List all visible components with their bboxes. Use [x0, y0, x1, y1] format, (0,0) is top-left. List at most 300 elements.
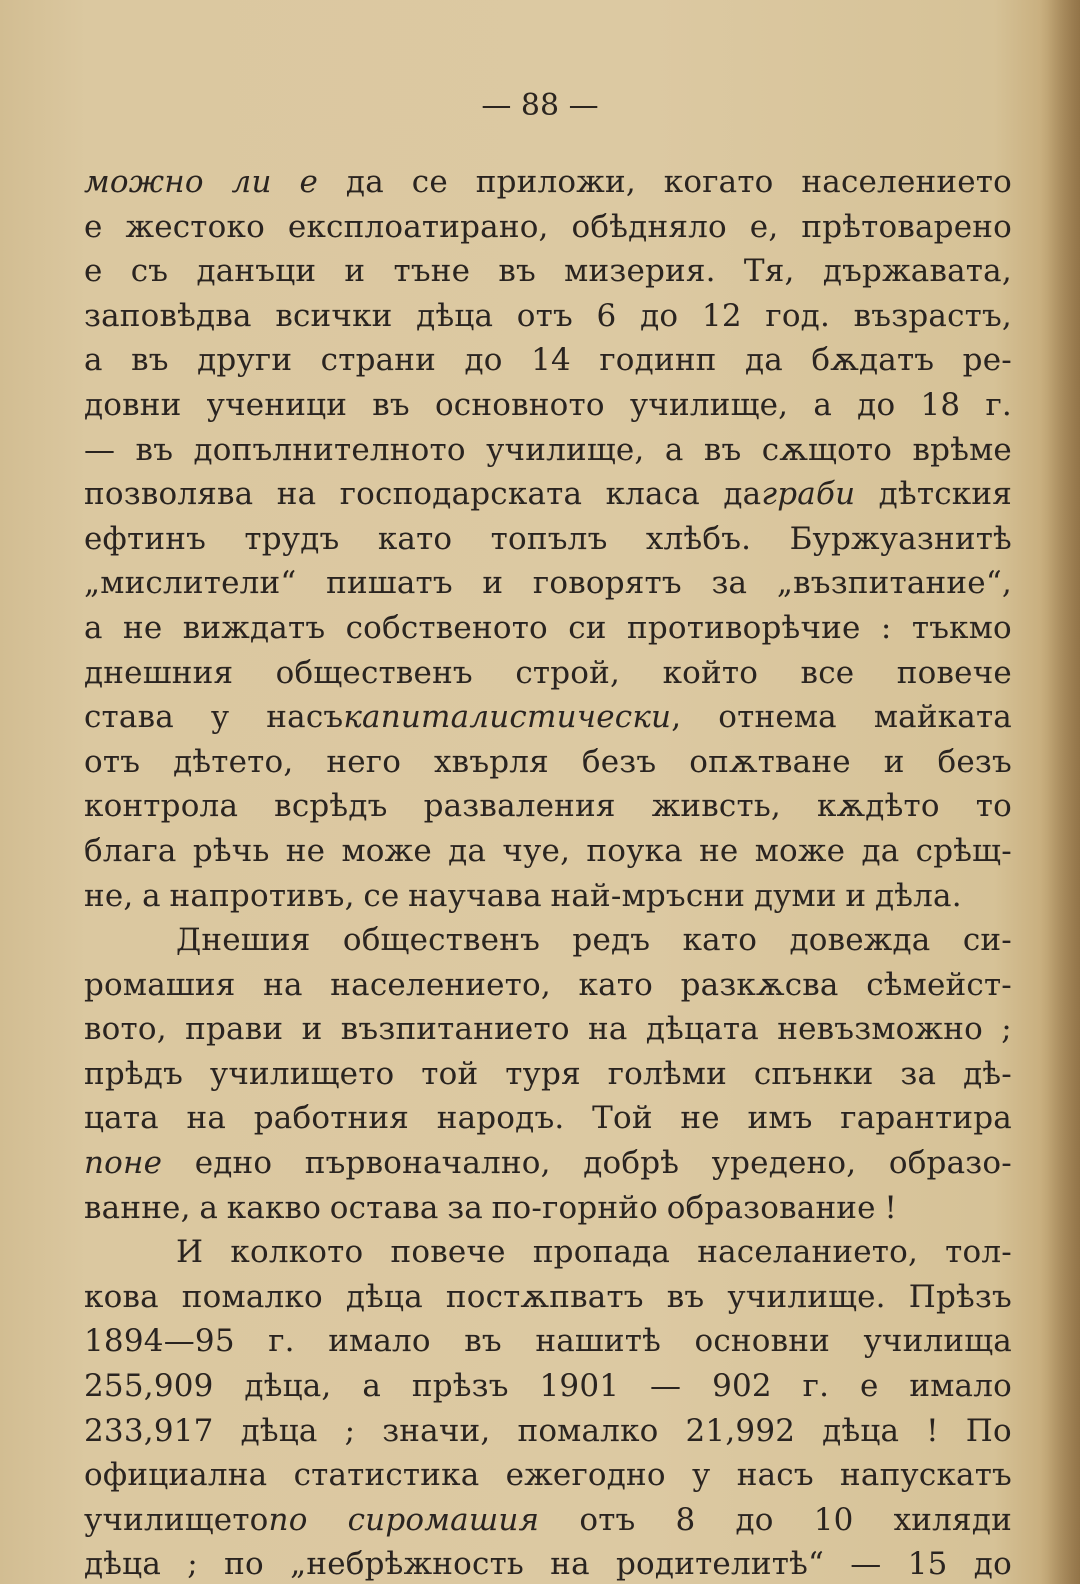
word	[665, 428, 684, 473]
word	[363, 874, 399, 919]
word-part: се	[411, 164, 448, 200]
word	[84, 517, 206, 562]
word-part: приложи,	[475, 164, 636, 200]
word-part: въ	[372, 386, 410, 423]
word-part: господарската	[339, 476, 583, 513]
word	[183, 606, 325, 651]
word-part: имало	[328, 1323, 431, 1360]
word-part: дѣцата	[645, 1011, 759, 1048]
word-part: въ	[464, 1323, 502, 1360]
word-part: бѫдатъ	[811, 342, 935, 379]
word-part: класа	[605, 476, 700, 513]
word-part: на	[550, 1546, 590, 1583]
word	[348, 1498, 540, 1543]
word	[745, 338, 783, 383]
word	[196, 249, 316, 294]
word-part: на	[588, 1011, 628, 1048]
word-part: населението	[801, 164, 1012, 200]
word	[823, 249, 1012, 294]
text-line	[84, 561, 1012, 606]
word	[193, 829, 270, 874]
text-line	[84, 428, 1012, 473]
word-part: не	[123, 609, 163, 646]
word	[533, 1230, 670, 1275]
word	[244, 517, 339, 562]
word-part: е	[84, 208, 103, 245]
word	[84, 338, 103, 383]
word	[667, 1186, 876, 1231]
word	[362, 1364, 381, 1409]
word-part: да	[723, 476, 762, 513]
text-line	[84, 472, 1012, 517]
word	[608, 1052, 727, 1097]
word-part: който	[662, 654, 759, 691]
word-part: гарантира	[840, 1100, 1012, 1137]
word-part: пропада	[532, 1234, 671, 1271]
word	[963, 918, 1012, 963]
word	[640, 294, 678, 339]
word-part: безъ	[581, 743, 657, 780]
word	[894, 1498, 1012, 1543]
word	[346, 160, 384, 205]
word	[131, 338, 169, 383]
word	[531, 338, 571, 383]
page-number: — 88 —	[481, 88, 599, 123]
word	[378, 517, 452, 562]
word	[326, 740, 401, 785]
word	[345, 1409, 356, 1454]
word-part: общественъ	[342, 922, 541, 959]
word	[712, 1364, 772, 1409]
word	[517, 1409, 658, 1454]
word-part: дѣла.	[874, 877, 962, 914]
word-part: 902	[712, 1368, 772, 1405]
word-part: „небрѣжность	[290, 1546, 524, 1583]
word-part: виждатъ	[182, 609, 326, 646]
word	[789, 918, 930, 963]
word	[131, 249, 169, 294]
word	[84, 606, 103, 651]
word	[866, 963, 1012, 1008]
word-part: не	[285, 832, 326, 869]
word-part: собственото	[345, 609, 548, 646]
word-part: до	[640, 297, 679, 334]
word-part: майката	[873, 699, 1012, 736]
word	[305, 1141, 551, 1186]
word-part: възпитанието	[340, 1011, 570, 1048]
word	[680, 1096, 719, 1141]
word	[697, 1230, 918, 1275]
text-line	[84, 1052, 1012, 1097]
text-line	[84, 784, 1012, 829]
word-part: на	[263, 966, 303, 1003]
word-part: значи,	[382, 1412, 491, 1449]
word	[588, 1007, 628, 1052]
word	[506, 1453, 666, 1498]
word	[346, 606, 548, 651]
word-part: едно	[194, 1145, 273, 1182]
word	[863, 1319, 1011, 1364]
word-part: а	[813, 386, 833, 423]
text-line	[84, 1275, 1012, 1320]
body-text	[84, 160, 1012, 1584]
word	[599, 338, 716, 383]
word	[84, 829, 177, 874]
word	[630, 383, 788, 428]
word	[502, 829, 570, 874]
word	[515, 651, 620, 696]
word	[912, 606, 1012, 651]
word-part: добрѣ	[583, 1145, 680, 1182]
word	[241, 1409, 318, 1454]
word-part: обѣдняло	[571, 208, 727, 245]
word-part: основното	[434, 386, 605, 423]
word	[197, 338, 292, 383]
word	[704, 428, 742, 473]
word	[663, 651, 759, 696]
word	[754, 874, 837, 919]
word	[814, 1498, 854, 1543]
word-part: 6	[596, 297, 617, 334]
word	[505, 1052, 581, 1097]
word	[266, 695, 681, 740]
italic-text: капиталистически	[343, 699, 672, 736]
word	[84, 472, 253, 517]
word	[963, 338, 1012, 383]
word	[84, 1007, 167, 1052]
word	[448, 829, 486, 874]
word	[263, 963, 303, 1008]
word	[718, 695, 837, 740]
word-part: дѣ-	[963, 1055, 1012, 1092]
word-part: годинп	[599, 342, 717, 379]
word	[550, 1542, 590, 1584]
word	[744, 249, 795, 294]
word-part: най-мръсни	[550, 877, 746, 914]
word-part: хлѣбъ.	[645, 520, 752, 557]
word	[517, 294, 573, 339]
word-part: г.	[985, 386, 1012, 423]
word-part: разкѫсва	[680, 966, 839, 1003]
word-part: държавата,	[822, 253, 1012, 290]
word	[646, 517, 751, 562]
word-part: уредено,	[711, 1145, 857, 1182]
word-part: 8	[675, 1501, 696, 1538]
word	[244, 1364, 331, 1409]
word-part: Днешия	[176, 922, 311, 959]
word-part: ученици	[206, 386, 348, 423]
word	[435, 383, 605, 428]
text-line	[84, 1186, 1012, 1231]
text-line	[84, 160, 1012, 205]
word-part: вото,	[84, 1011, 167, 1048]
word	[667, 1275, 705, 1320]
word-part: той	[421, 1055, 479, 1092]
word	[302, 1007, 323, 1052]
word-part: врѣме	[912, 431, 1012, 468]
word-part: научава	[408, 877, 542, 914]
word	[394, 249, 471, 294]
word-part: населението,	[330, 966, 551, 1003]
text-line	[84, 651, 1012, 696]
word-part: кѫдѣто	[817, 788, 940, 825]
word	[750, 205, 779, 250]
word	[650, 1364, 681, 1409]
word-part: дѣца	[345, 1278, 423, 1315]
word	[801, 160, 1012, 205]
word-part: живсть,	[651, 788, 781, 825]
word	[464, 338, 502, 383]
word	[300, 160, 319, 205]
word	[330, 1186, 439, 1231]
word-part: училище,	[486, 431, 645, 468]
text-line	[84, 874, 1012, 919]
word	[777, 561, 1012, 606]
word-part: си	[568, 609, 607, 646]
word	[737, 1453, 814, 1498]
word-part: По	[965, 1412, 1012, 1449]
word	[421, 1052, 478, 1097]
word	[711, 561, 747, 606]
word	[476, 160, 636, 205]
word-part: безъ	[937, 743, 1012, 780]
word	[627, 606, 861, 651]
word-part: и	[482, 565, 504, 602]
word	[492, 1186, 658, 1231]
word	[966, 1409, 1012, 1454]
word-part: до	[973, 1546, 1012, 1583]
word-part: контрола	[84, 788, 239, 825]
word-part: имъ	[747, 1100, 813, 1137]
word-part: е,	[749, 208, 779, 245]
word	[84, 561, 296, 606]
italic-text: поне	[84, 1145, 163, 1182]
word	[84, 874, 133, 919]
word-part: срѣщ-	[915, 832, 1012, 869]
text-line	[84, 1364, 1012, 1409]
word-part: Буржуазнитѣ	[789, 520, 1012, 557]
word	[572, 918, 650, 963]
word	[434, 740, 549, 785]
word-part: хвърля	[433, 743, 549, 780]
word-part: насъ	[266, 699, 344, 736]
word	[850, 1542, 881, 1584]
word	[976, 784, 1012, 829]
text-line	[84, 294, 1012, 339]
text-line	[84, 1409, 1012, 1454]
word-part: кова	[84, 1278, 159, 1315]
italic-text: граби	[761, 476, 856, 513]
word-part: експлоатирано,	[287, 208, 549, 245]
word	[277, 472, 317, 517]
word	[123, 606, 162, 651]
word	[884, 740, 905, 785]
word-part: то	[975, 788, 1012, 825]
word-part: въ	[498, 253, 536, 290]
word	[533, 561, 682, 606]
word-part: не	[680, 1100, 720, 1137]
text-line	[84, 205, 1012, 250]
word	[860, 1364, 879, 1409]
word-part: довни	[84, 386, 182, 423]
word	[84, 740, 140, 785]
word-part: и	[845, 877, 867, 914]
text-line	[84, 249, 1012, 294]
word	[897, 651, 1012, 696]
word	[889, 1141, 1012, 1186]
word	[416, 294, 493, 339]
word	[938, 740, 1012, 785]
word-part: ре-	[962, 342, 1012, 379]
text-line	[84, 517, 1012, 562]
word	[343, 918, 540, 963]
word	[1001, 1007, 1012, 1052]
word	[84, 1453, 267, 1498]
word-part: напротивъ,	[169, 877, 355, 914]
word-part: си-	[962, 922, 1012, 959]
word-part: образо-	[888, 1145, 1012, 1182]
word-part: всички	[275, 297, 393, 334]
text-line	[84, 740, 1012, 785]
word-part: ванне,	[84, 1189, 191, 1226]
word-part: трудъ	[244, 520, 340, 557]
word-part: дѣтето,	[173, 743, 294, 780]
word-part: ;	[1001, 1011, 1012, 1048]
word-part: пишатъ	[326, 565, 453, 602]
word-part: год.	[765, 297, 831, 334]
word-part: тол-	[945, 1234, 1012, 1271]
word	[84, 1409, 214, 1454]
word	[881, 606, 892, 651]
word-part: като	[682, 922, 758, 959]
word	[276, 651, 473, 696]
word-part: а	[84, 609, 103, 646]
word-part: 15	[907, 1546, 948, 1583]
word	[801, 205, 1012, 250]
word-part: а	[142, 877, 161, 914]
word-part: позволява	[84, 476, 254, 513]
word	[408, 874, 542, 919]
word-part: !	[884, 1189, 898, 1226]
word-part: у	[692, 1457, 711, 1494]
word-part: туря	[505, 1055, 581, 1092]
word	[916, 829, 1012, 874]
word	[446, 1275, 644, 1320]
word-part: отнема	[718, 699, 837, 736]
word	[920, 383, 960, 428]
word	[328, 1319, 431, 1364]
word	[540, 1364, 620, 1409]
word-part: ;	[344, 1412, 356, 1449]
word-part: поука	[586, 832, 683, 869]
word-part: ромашия	[84, 966, 236, 1003]
text-line	[84, 1096, 1012, 1141]
word-part: да	[744, 342, 783, 379]
word	[909, 1275, 1012, 1320]
word-part: ежегодно	[505, 1457, 666, 1494]
word-part: 21,992	[685, 1412, 796, 1449]
word	[579, 1498, 635, 1543]
word-part: 18	[920, 386, 961, 423]
word-part: г.	[268, 1323, 295, 1360]
word-part: всрѣдъ	[274, 788, 388, 825]
word	[84, 205, 103, 250]
word-part: —	[850, 1546, 882, 1583]
word-part: прави	[185, 1011, 284, 1048]
word	[187, 1542, 198, 1584]
word	[712, 1141, 857, 1186]
word	[464, 1319, 502, 1364]
word	[572, 205, 727, 250]
word-part: !	[926, 1412, 939, 1449]
word-part: г.	[802, 1368, 830, 1405]
word-part: постѫпватъ	[445, 1278, 644, 1315]
word	[210, 1052, 395, 1097]
word	[579, 963, 653, 1008]
word-part: данъци	[196, 253, 317, 290]
word	[550, 874, 745, 919]
word-part: опѫтване	[689, 743, 851, 780]
word-part: да	[861, 832, 900, 869]
word-part: съ	[130, 253, 169, 290]
word-part: сѫщото	[761, 431, 893, 468]
italic-text: ли	[231, 164, 272, 200]
word	[845, 874, 866, 919]
word-part: дѣца,	[244, 1368, 332, 1405]
word-part: страни	[320, 342, 437, 379]
word	[84, 784, 238, 829]
word-part: дѣца	[822, 1412, 900, 1449]
word-part: училище.	[727, 1278, 886, 1315]
word-part: —	[84, 431, 116, 468]
word	[84, 1319, 235, 1364]
word	[187, 1096, 227, 1141]
word-part: заповѣдва	[84, 297, 252, 334]
word-part: :	[880, 609, 892, 646]
word-part: напускатъ	[840, 1457, 1012, 1494]
word-part: насъ	[736, 1457, 814, 1494]
word	[412, 160, 448, 205]
word-part: ,	[671, 699, 682, 736]
word	[803, 1364, 830, 1409]
word	[84, 1275, 159, 1320]
word-part: хиляди	[893, 1501, 1012, 1538]
word-part: не,	[84, 877, 134, 914]
word	[985, 383, 1012, 428]
italic-text: сиромашия	[347, 1501, 540, 1538]
word-part: допълнителното	[193, 431, 466, 468]
word-part: помалко	[181, 1278, 323, 1315]
word-part: училището	[84, 1501, 269, 1538]
word	[84, 695, 174, 740]
word-part: когато	[663, 164, 774, 200]
word-part: като	[377, 520, 453, 557]
word	[777, 1007, 983, 1052]
word	[142, 874, 161, 919]
word	[424, 784, 616, 829]
word-part: редъ	[572, 922, 651, 959]
word	[84, 1141, 162, 1186]
word-part: дѣца	[84, 1546, 161, 1583]
italic-text: можно	[84, 164, 204, 200]
word-part: а	[664, 431, 684, 468]
word	[765, 294, 830, 339]
word-part: до	[464, 342, 503, 379]
word-part: сѣмейст-	[866, 966, 1012, 1003]
word-part: общественъ	[275, 654, 473, 691]
word-part: днешния	[84, 654, 234, 691]
word	[391, 1230, 506, 1275]
